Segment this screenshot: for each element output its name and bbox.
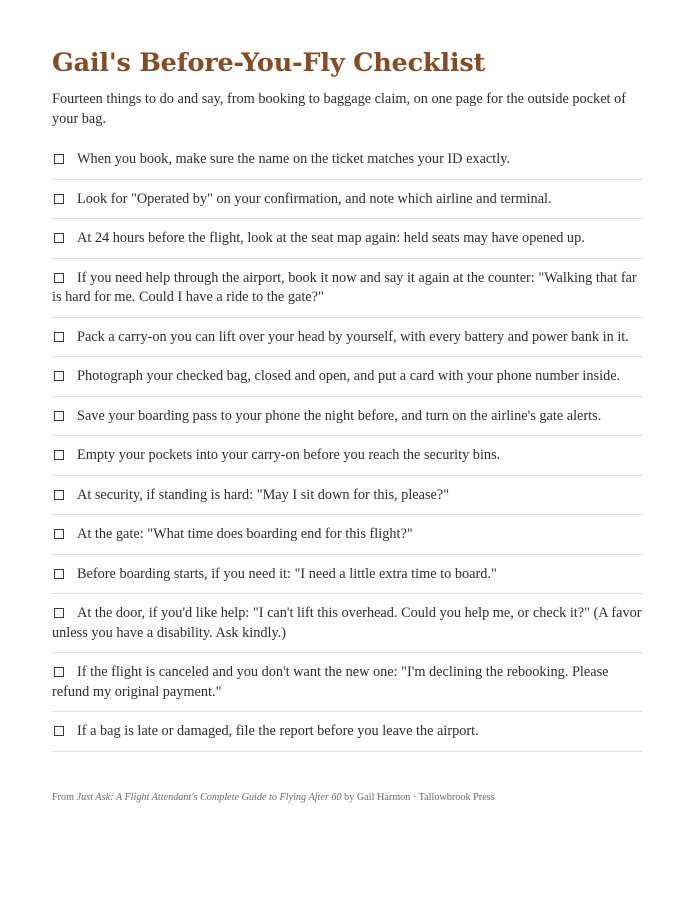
checklist-item-text: If a bag is late or damaged, file the report before you leave the airport. (77, 723, 479, 739)
checkbox-icon[interactable] (54, 667, 64, 677)
checklist-item (52, 318, 643, 358)
checkbox-icon[interactable] (54, 154, 64, 164)
checklist-item (52, 180, 643, 220)
checklist-item-text: When you book, make sure the name on the ticket matches your ID exactly. (77, 151, 510, 167)
checklist-item (52, 594, 643, 653)
checklist-item-text: If the flight is canceled and you don't want the new one: "I'm declining the rebooking. Please refund my original payment." (52, 664, 609, 700)
checklist-item-text: Save your boarding pass to your phone the night before, and turn on the airline's gate alerts. (77, 407, 602, 424)
footer-book-title: Just Ask: A Flight Attendant's Complete Guide to Flying After 60 (76, 792, 342, 803)
checklist-item (52, 555, 643, 595)
checklist-item-text: At security, if standing is hard: "May I sit down for this, please?" (77, 486, 450, 503)
checklist-item (52, 653, 643, 712)
checklist-item-text: Photograph your checked bag, closed and open, and put a card with your phone number inside. (77, 368, 621, 384)
checkbox-icon[interactable] (54, 726, 64, 736)
checklist-item-text: Pack a carry-on you can lift over your head by yourself, with every battery and power bank in it. (77, 328, 629, 345)
footer-prefix: From (52, 792, 77, 803)
checkbox-icon[interactable] (54, 273, 64, 283)
footer-credit (52, 791, 495, 805)
checkbox-icon[interactable] (54, 490, 64, 500)
checklist-page (52, 44, 643, 752)
checklist-item (52, 515, 643, 555)
checkbox-icon[interactable] (54, 569, 64, 579)
checkbox-icon[interactable] (54, 608, 64, 618)
checklist (52, 140, 643, 752)
checklist-item (52, 712, 643, 752)
checkbox-icon[interactable] (54, 371, 64, 381)
checklist-item (52, 397, 643, 437)
footer-suffix: by Gail Harmon · Tallowbrook Press (341, 792, 495, 803)
checklist-item (52, 140, 643, 180)
checkbox-icon[interactable] (54, 411, 64, 421)
checklist-item-text: Before boarding starts, if you need it: "I need a little extra time to board." (77, 565, 497, 582)
checkbox-icon[interactable] (54, 233, 64, 243)
checklist-item (52, 436, 643, 476)
page-subtitle: Fourteen things to do and say, from booking to baggage claim, on one page for the outside pocket of your bag. (52, 91, 626, 127)
checklist-item-text: Empty your pockets into your carry-on before you reach the security bins. (77, 447, 501, 463)
checklist-item-text: If you need help through the airport, book it now and say it again at the counter: "Walking that far is hard for me. Could I have a ride to the gate?" (52, 269, 637, 305)
checkbox-icon[interactable] (54, 332, 64, 342)
checkbox-icon[interactable] (54, 194, 64, 204)
checklist-item (52, 259, 643, 318)
page-title: Gail's Before-You-Fly Checklist (52, 48, 486, 78)
checklist-item-text: At the gate: "What time does boarding end for this flight?" (77, 526, 413, 542)
checklist-item (52, 357, 643, 397)
checklist-item-text: At the door, if you'd like help: "I can't lift this overhead. Could you help me, or check it?" (A favor unless you have a disability. Ask kindly.) (52, 605, 642, 641)
checklist-item (52, 476, 643, 516)
checklist-item-text: Look for "Operated by" on your confirmation, and note which airline and terminal. (77, 190, 552, 207)
checklist-item (52, 219, 643, 259)
checkbox-icon[interactable] (54, 450, 64, 460)
checkbox-icon[interactable] (54, 529, 64, 539)
checklist-item-text: At 24 hours before the flight, look at the seat map again: held seats may have opened up. (77, 230, 585, 246)
